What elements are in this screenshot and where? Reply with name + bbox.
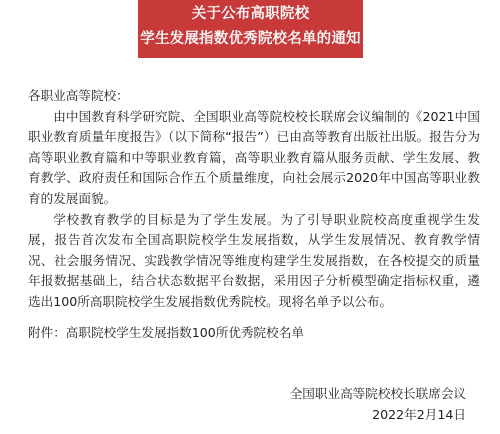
title-line-2: 学生发展指数优秀院校名单的通知 — [140, 31, 361, 47]
paragraph-1: 由中国教育科学研究院、全国职业高等院校校长联席会议编制的《2021中国职业教育质量年度报告》（以下简称“报告”）已由高等教育出版社出版。报告分为高等职业教育篇和中等职业教育篇，高等职业教育篇从服务贡献、学生发展、教育教学、政府责任和国际合作五个质量维度，向社会展示2020年中国高等职业教育的发展面貌。 — [28, 108, 480, 206]
attachment-line: 附件：高职院校学生发展指数100所优秀院校名单 — [28, 324, 304, 340]
notice-body — [28, 86, 480, 343]
salutation: 各职业高等院校： — [28, 88, 129, 103]
issuing-organization: 全国职业高等院校校长联席会议 — [289, 386, 466, 401]
issue-date: 2022年2月14日 — [372, 407, 466, 422]
title-banner — [138, 0, 363, 58]
title-line-1: 关于公布高职院校 — [191, 6, 310, 22]
paragraph-2: 学校教育教学的目标是为了学生发展。为了引导职业院校高度重视学生发展，报告首次发布全国高职院校学生发展指数，从学生发展情况、教育教学情况、社会服务情况、实践教学情况等维度构建学生发展指数，在各校提交的质量年报数据基础上，结合状态数据平台数据，采用因子分析模型确定指标权重，遴选出100所高职院校学生发展指数优秀院校。现将名单予以公布。 — [28, 211, 480, 309]
signoff — [290, 383, 466, 425]
